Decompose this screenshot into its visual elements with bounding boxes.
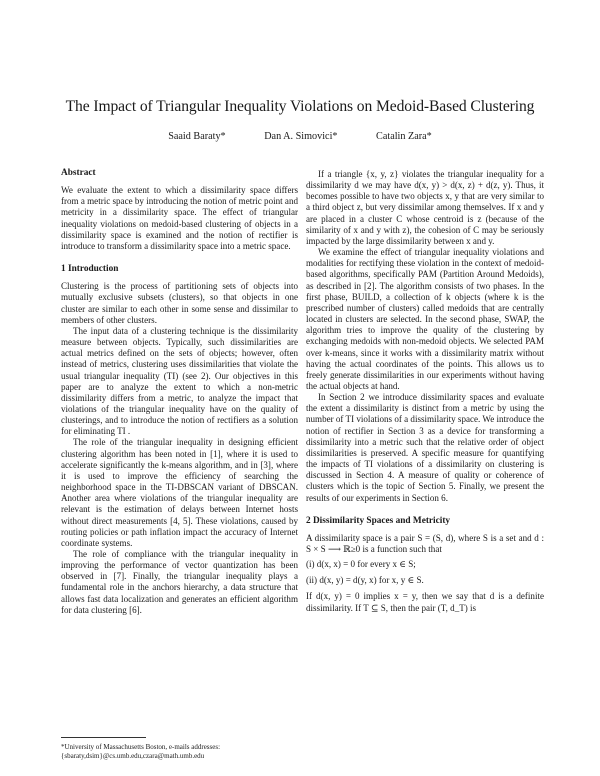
paragraph: We examine the effect of triangular inequality violations and modalities for rectifying these violation in the context of medoid-based algorithms, specifically PAM (Partition Around Medoids), as described in [2]. The algorithm consists of two phases. In the first phase, BUILD, a collection of k objects (where k is the prescribed number of clusters) called medoids that are centrally located in clusters are selected. In the second phase, SWAP, the algorithm tries to improve the quality of the clustering by exchanging medoids with non-medoid objects. We selected PAM over k-means, since it works with a dissimilarity matrix without having the actual coordinates of the points. This allows us to freely generate dissimilarities in our experiments without having the actual objects at hand. — [306, 247, 544, 391]
paragraph: The role of the triangular inequality in designing efficient clustering algorithm has been noted in [1], where it is used to accelerate significantly the k-means algorithm, and in [3], where it is used to improve the efficiency of searching the neighborhood space in the TI-DBSCAN variant of DBSCAN. Another area where violations of the triangular inequality are relevant is the estimation of delays between Internet hosts without direct measurements [4, 5]. These violations, caused by routing policies or path inflation impact the accuracy of Internet coordinate systems. — [61, 437, 298, 548]
paragraph: If d(x, y) = 0 implies x = y, then we say that d is a definite dissimilarity. If T ⊆ S, then the pair (T, d_T) is — [306, 591, 544, 613]
list-item: (ii) d(x, y) = d(y, x) for x, y ∈ S. — [306, 575, 424, 586]
author-name: Saaid Baraty* — [168, 131, 226, 142]
paragraph: If a triangle {x, y, z} violates the triangular inequality for a dissimilarity d we may have d(x, y) > d(x, z) + d(z, y). Thus, it becomes possible to have two objects x, y that are very similar to a third object z, but very dissimilar among themselves. If x and y are placed in a cluster C whose centroid is z (because of the similarity of x and y with z), the cohesion of C may be seriously impacted by the large dissimilarity between x and y. — [306, 169, 544, 246]
author-list — [0, 131, 600, 142]
left-column — [61, 168, 298, 616]
footnote: *University of Massachusetts Boston, e-mails addresses: {sbaraty,dsim}@cs.umb.edu,czara@math.umb.edu — [61, 743, 221, 760]
list-item: (i) d(x, x) = 0 for every x ∈ S; — [306, 559, 416, 570]
paper-title: The Impact of Triangular Inequality Violations on Medoid-Based Clustering — [65, 98, 535, 115]
abstract-text: We evaluate the extent to which a dissimilarity space differs from a metric space by introducing the notion of metric point and metricity in a dissimilarity space. The effect of triangular inequality violations on medoid-based clustering of objects in a dissimilarity space is examined and the notion of rectifier is introduce to transform a dissimilarity space into a metric space. — [61, 185, 298, 251]
paragraph: The role of compliance with the triangular inequality in improving the performance of vector quantization has been observed in [7]. Finally, the triangular inequality plays a fundamental role in the anchors hierarchy, a data structure that allows fast data localization and generates an efficient algorithm for data clustering [6]. — [61, 549, 298, 615]
abstract-heading: Abstract — [61, 168, 96, 178]
paragraph: A dissimilarity space is a pair S = (S, d), where S is a set and d : S × S ⟶ ℝ≥0 is a function such that — [306, 532, 544, 554]
definition-list — [306, 559, 544, 586]
paragraph: In Section 2 we introduce dissimilarity spaces and evaluate the extent a dissimilarity is distinct from a metric by using the number of TI violations of a dissimilarity space. We introduce the notion of rectifier in Section 3 as a device for transforming a dissimilarity into a metric such that the relative order of object dissimilarities is preserved. A specific measure for quantifying the impacts of TI violations of a dissimilarity on clustering is discussed in Section 4. A measure of quality or coherence of clusters which is the topic of Section 5. Finally, we present the results of our experiments in Section 6. — [306, 392, 544, 503]
author-name: Catalin Zara* — [376, 131, 432, 142]
author-name: Dan A. Simovici* — [264, 131, 338, 142]
footnote-rule — [61, 737, 146, 738]
paragraph: Clustering is the process of partitioning sets of objects into mutually exclusive subsets (clusters), so that objects in one cluster are similar to each other in some sense and dissimilar to members of other clusters. — [61, 281, 298, 325]
right-column — [306, 169, 544, 614]
section-heading: 1 Introduction — [61, 264, 119, 275]
paragraph: The input data of a clustering technique is the dissimilarity measure between objects. Typically, such dissimilarities are actual metrics defined on the sets of objects; however, often instead of metrics, clustering uses dissimilarities that violate the usual triangular inequality (TI) (see 2). Our objectives in this paper are to analyze the extent to which a non-metric dissimilarity differs from a metric, to analyze the impact that violations of the triangular inequality have on the quality of clusterings, and to introduce the notion of rectifiers as a solution for eliminating TI . — [61, 325, 298, 437]
section-heading: 2 Dissimilarity Spaces and Metricity — [306, 515, 451, 526]
